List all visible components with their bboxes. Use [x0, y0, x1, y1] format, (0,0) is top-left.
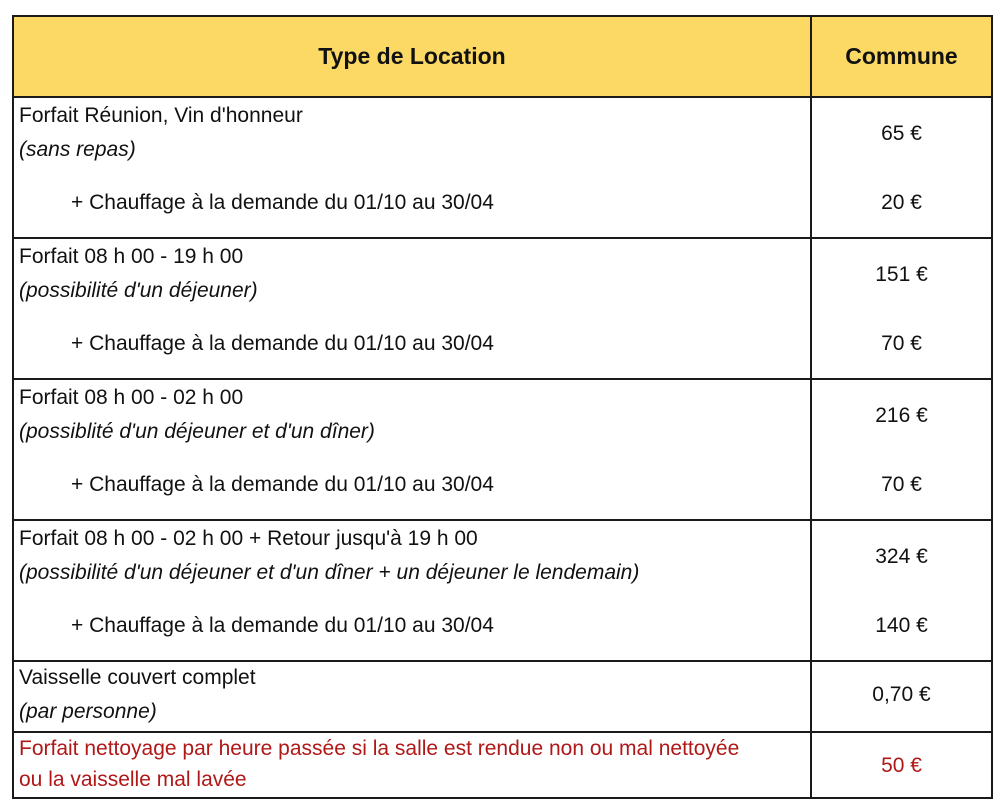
- row-note: (par personne): [19, 700, 157, 723]
- header-commune: Commune: [845, 43, 958, 69]
- row-note: (possibilité d'un déjeuner et d'un dîner + un déjeuner le lendemain): [19, 561, 640, 584]
- row-title: Forfait 08 h 00 - 19 h 00: [19, 245, 244, 268]
- heating-option: + Chauffage à la demande du 01/10 au 30/04: [71, 614, 494, 637]
- header-type-de-location: Type de Location: [318, 43, 506, 69]
- cleaning-fee-line2: ou la vaisselle mal lavée: [19, 768, 247, 791]
- heating-option: + Chauffage à la demande du 01/10 au 30/04: [71, 332, 494, 355]
- table-row: [14, 380, 991, 521]
- heating-price: 70 €: [881, 332, 922, 355]
- row-title: Forfait Réunion, Vin d'honneur: [19, 104, 303, 127]
- row-price: 0,70 €: [872, 683, 931, 706]
- row-title: Vaisselle couvert complet: [19, 666, 256, 689]
- row-price: 65 €: [881, 122, 922, 145]
- row-title: Forfait 08 h 00 - 02 h 00: [19, 386, 244, 409]
- cleaning-fee-price: 50 €: [881, 754, 922, 777]
- row-price: 151 €: [875, 263, 928, 286]
- rental-price-table: [12, 15, 993, 799]
- heating-option: + Chauffage à la demande du 01/10 au 30/04: [71, 191, 494, 214]
- row-note: (possiblité d'un déjeuner et d'un dîner): [19, 420, 375, 443]
- row-note: (possibilité d'un déjeuner): [19, 279, 258, 302]
- cleaning-fee-line1: Forfait nettoyage par heure passée si la salle est rendue non ou mal nettoyée: [19, 737, 740, 760]
- table-row: [14, 521, 991, 662]
- table-row-vaisselle: [14, 662, 991, 733]
- heating-option: + Chauffage à la demande du 01/10 au 30/04: [71, 473, 494, 496]
- row-price: 216 €: [875, 404, 928, 427]
- row-note: (sans repas): [19, 138, 136, 161]
- column-divider: [810, 17, 812, 797]
- heating-price: 70 €: [881, 473, 922, 496]
- table-row: [14, 98, 991, 239]
- table-row-nettoyage: [14, 733, 991, 797]
- table-row: [14, 239, 991, 380]
- table-header: [14, 17, 991, 98]
- row-title: Forfait 08 h 00 - 02 h 00 + Retour jusqu'à 19 h 00: [19, 527, 478, 550]
- heating-price: 140 €: [875, 614, 928, 637]
- row-price: 324 €: [875, 545, 928, 568]
- heating-price: 20 €: [881, 191, 922, 214]
